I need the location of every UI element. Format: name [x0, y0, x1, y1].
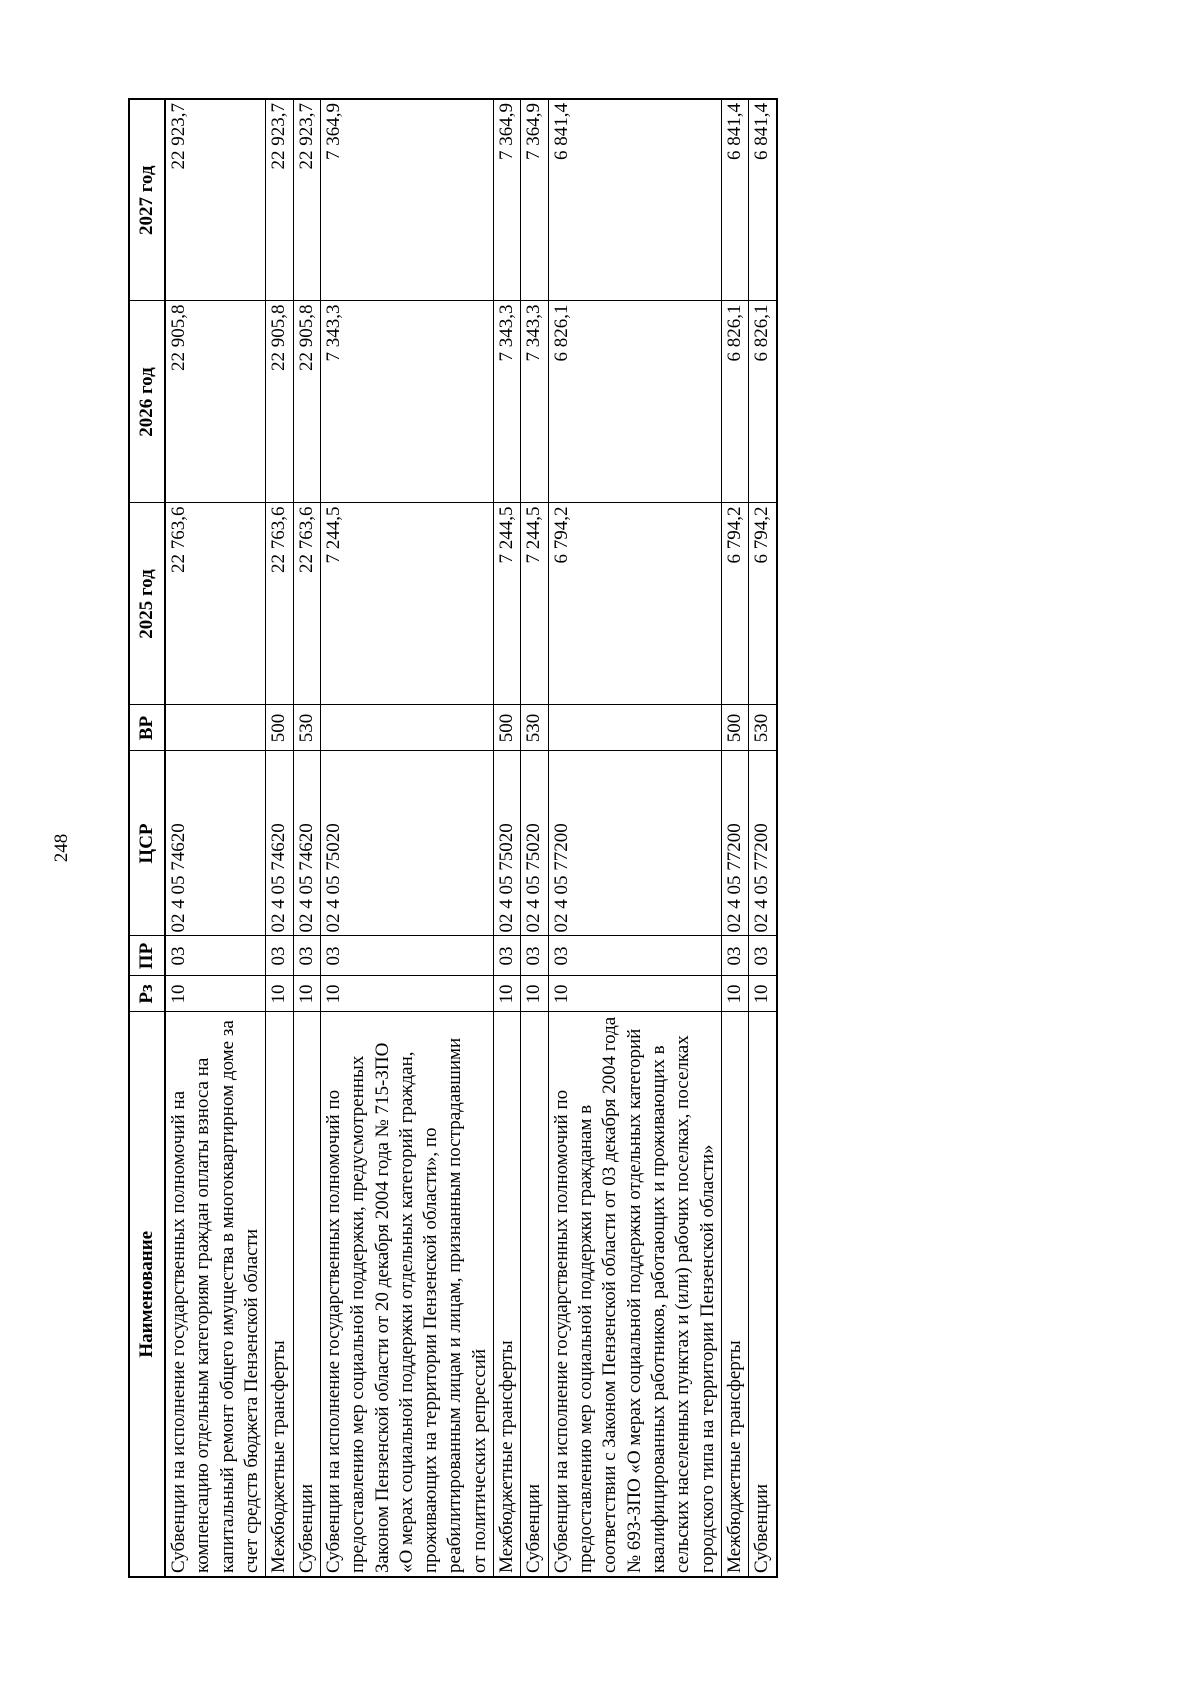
row-pr: 03: [721, 936, 748, 976]
header-name: Наименование: [129, 1012, 165, 1577]
row-pr: 03: [293, 936, 320, 976]
header-vr: ВР: [129, 705, 165, 751]
row-vr: 530: [521, 705, 548, 751]
row-rz: 10: [548, 976, 721, 1012]
row-rz: 10: [721, 976, 748, 1012]
row-name: Субвенции на исполнение государственных полномочий по предоставлению мер социальной поддержки, предусмотренных Законом Пензенской области от 20 декабря 2004 года № 715-ЗПО «О мерах социальной поддержки отдельных категорий граждан, проживающих на территории Пензенской области», по реабилитированным лицам и лицам, признанным пострадавшими от политических репрессий: [320, 1012, 493, 1577]
row-name: Межбюджетные трансферты: [721, 1012, 748, 1577]
header-csr: ЦСР: [129, 751, 165, 936]
row-2025: 6 794,2: [548, 503, 721, 705]
row-name: Субвенции на исполнение государственных полномочий по предоставлению мер социальной поддержки гражданам в соответствии с Законом Пензенской области от 03 декабря 2004 года № 693-ЗПО «О мерах социальной поддержки отдельных категорий квалифицированных работников, работающих и проживающих в сельских населенных пунктах и (или) рабочих поселках, поселках городского типа на территории Пензенской области»: [548, 1012, 721, 1577]
row-csr: 02 4 05 77200: [721, 751, 748, 936]
row-2026: 7 343,3: [494, 301, 521, 503]
row-2026: 22 905,8: [293, 301, 320, 503]
row-pr: 03: [521, 936, 548, 976]
row-name: Межбюджетные трансферты: [494, 1012, 521, 1577]
table-row: [320, 99, 493, 1577]
row-name: Субвенции: [521, 1012, 548, 1577]
table-row: [266, 99, 293, 1577]
table-row: [293, 99, 320, 1577]
table-row: [548, 99, 721, 1577]
row-vr: 500: [266, 705, 293, 751]
row-csr: 02 4 05 77200: [548, 751, 721, 936]
row-2025: 7 244,5: [521, 503, 548, 705]
row-pr: 03: [548, 936, 721, 976]
row-csr: 02 4 05 77200: [749, 751, 777, 936]
budget-table: [128, 98, 778, 1578]
row-2027: 22 923,7: [165, 99, 266, 301]
table-row: [721, 99, 748, 1577]
row-2025: 22 763,6: [293, 503, 320, 705]
row-rz: 10: [293, 976, 320, 1012]
row-name: Межбюджетные трансферты: [266, 1012, 293, 1577]
row-2026: 6 826,1: [749, 301, 777, 503]
header-pr: ПР: [129, 936, 165, 976]
table-row: [749, 99, 777, 1577]
header-2025: 2025 год: [129, 503, 165, 705]
rotated-table-container: [128, 98, 928, 1578]
row-2025: 22 763,6: [266, 503, 293, 705]
row-2026: 6 826,1: [548, 301, 721, 503]
row-rz: 10: [521, 976, 548, 1012]
row-vr: 530: [293, 705, 320, 751]
row-vr: 500: [721, 705, 748, 751]
row-csr: 02 4 05 75020: [494, 751, 521, 936]
row-pr: 03: [494, 936, 521, 976]
header-2027: 2027 год: [129, 99, 165, 301]
row-csr: 02 4 05 74620: [165, 751, 266, 936]
row-csr: 02 4 05 75020: [521, 751, 548, 936]
row-2027: 7 364,9: [320, 99, 493, 301]
table-header-row: [129, 99, 165, 1577]
row-rz: 10: [266, 976, 293, 1012]
row-2025: 6 794,2: [721, 503, 748, 705]
row-csr: 02 4 05 75020: [320, 751, 493, 936]
row-2027: 7 364,9: [494, 99, 521, 301]
row-rz: 10: [320, 976, 493, 1012]
row-pr: 03: [749, 936, 777, 976]
row-2026: 7 343,3: [320, 301, 493, 503]
table-row: [494, 99, 521, 1577]
row-2026: 6 826,1: [721, 301, 748, 503]
row-2027: 7 364,9: [521, 99, 548, 301]
row-rz: 10: [494, 976, 521, 1012]
row-2026: 22 905,8: [165, 301, 266, 503]
table-row: [521, 99, 548, 1577]
header-2026: 2026 год: [129, 301, 165, 503]
row-vr: [320, 705, 493, 751]
row-name: Субвенции на исполнение государственных полномочий на компенсацию отдельным категориям граждан оплаты взноса на капитальный ремонт общего имущества в многоквартирном доме за счет средств бюджета Пензенской области: [165, 1012, 266, 1577]
row-2025: 6 794,2: [749, 503, 777, 705]
row-2027: 22 923,7: [293, 99, 320, 301]
row-csr: 02 4 05 74620: [293, 751, 320, 936]
row-2027: 6 841,4: [749, 99, 777, 301]
row-2025: 7 244,5: [320, 503, 493, 705]
row-rz: 10: [165, 976, 266, 1012]
row-2026: 7 343,3: [521, 301, 548, 503]
row-2027: 6 841,4: [548, 99, 721, 301]
table-row: [165, 99, 266, 1577]
row-name: Субвенции: [293, 1012, 320, 1577]
header-rz: Рз: [129, 976, 165, 1012]
row-vr: 530: [749, 705, 777, 751]
page-number: 248: [51, 833, 72, 863]
row-2027: 22 923,7: [266, 99, 293, 301]
row-vr: 500: [494, 705, 521, 751]
row-2027: 6 841,4: [721, 99, 748, 301]
row-csr: 02 4 05 74620: [266, 751, 293, 936]
row-pr: 03: [165, 936, 266, 976]
row-2025: 7 244,5: [494, 503, 521, 705]
row-rz: 10: [749, 976, 777, 1012]
row-2025: 22 763,6: [165, 503, 266, 705]
row-pr: 03: [320, 936, 493, 976]
row-name: Субвенции: [749, 1012, 777, 1577]
row-2026: 22 905,8: [266, 301, 293, 503]
row-vr: [548, 705, 721, 751]
row-pr: 03: [266, 936, 293, 976]
row-vr: [165, 705, 266, 751]
